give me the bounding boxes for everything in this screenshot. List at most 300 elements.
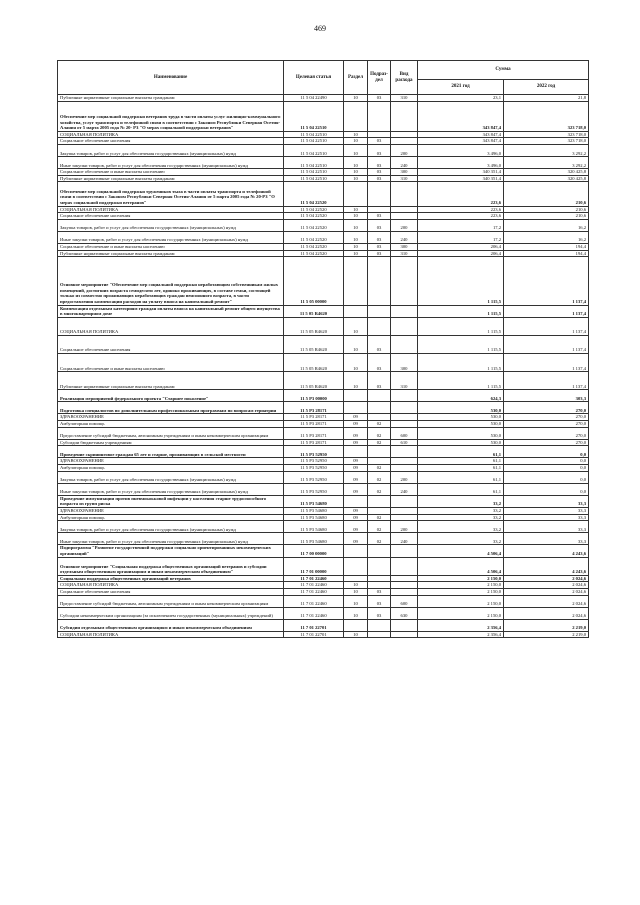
table-row xyxy=(58,631,589,638)
table-row xyxy=(58,145,589,157)
row-sum-2022: 2 219,0 xyxy=(504,619,589,631)
table-row xyxy=(58,483,589,495)
row-expense-type: 600 xyxy=(391,595,418,607)
row-expense-type xyxy=(391,465,418,472)
row-sum-2021: 2 150,0 xyxy=(418,575,504,582)
row-expense-type xyxy=(391,317,418,335)
page-number: 469 xyxy=(314,24,326,33)
row-name: Субсидии отдельным общественным организациям и иным некоммерческим объединениям xyxy=(58,619,284,631)
row-subsection xyxy=(368,131,391,138)
header-name: Наименование xyxy=(58,61,284,95)
row-section: 09 xyxy=(344,421,368,428)
row-sum-2021: 1 115,5 xyxy=(418,335,504,353)
row-sum-2021: 33,2 xyxy=(418,508,504,515)
row-sum-2022: 270,0 xyxy=(504,414,589,421)
row-target-article: 11 5 04 22520 xyxy=(284,182,344,206)
row-sum-2021: 33,2 xyxy=(418,514,504,521)
row-sum-2021: 343 847,4 xyxy=(418,131,504,138)
row-expense-type: 300 xyxy=(391,243,418,250)
row-name: Закупка товаров, работ и услуг для обеспечения государственных (муниципальных) нужд xyxy=(58,219,284,231)
row-name: Амбулаторная помощь xyxy=(58,465,284,472)
row-sum-2022: 3 292,2 xyxy=(504,157,589,169)
row-expense-type xyxy=(391,182,418,206)
row-subsection xyxy=(368,495,391,507)
table-row xyxy=(58,101,589,131)
row-sum-2022: 270,0 xyxy=(504,402,589,414)
table-row xyxy=(58,206,589,213)
row-subsection: 03 xyxy=(368,219,391,231)
row-sum-2022: 16,2 xyxy=(504,219,589,231)
row-sum-2021: 61,1 xyxy=(418,458,504,465)
row-expense-type xyxy=(391,495,418,507)
row-sum-2022: 33,3 xyxy=(504,514,589,521)
row-expense-type xyxy=(391,545,418,557)
table-row xyxy=(58,354,589,372)
row-expense-type xyxy=(391,588,418,595)
row-subsection: 02 xyxy=(368,471,391,483)
row-subsection xyxy=(368,305,391,317)
row-name: ЗДРАВООХРАНЕНИЕ xyxy=(58,414,284,421)
header-year-2021: 2021 год xyxy=(418,80,504,95)
row-subsection xyxy=(368,582,391,589)
row-sum-2022: 16,2 xyxy=(504,231,589,243)
row-expense-type xyxy=(391,138,418,145)
row-section: 09 xyxy=(344,508,368,515)
row-sum-2022: 1 137,4 xyxy=(504,305,589,317)
row-target-article: 11 7 01 22460 xyxy=(284,595,344,607)
row-expense-type xyxy=(391,575,418,582)
table-row xyxy=(58,182,589,206)
header-year-2022: 2022 год xyxy=(504,80,589,95)
row-expense-type xyxy=(391,508,418,515)
row-section: 10 xyxy=(344,582,368,589)
row-target-article: 11 5 05 R4620 xyxy=(284,317,344,335)
row-sum-2022: 323 718,0 xyxy=(504,101,589,131)
row-target-article: 11 7 00 00000 xyxy=(284,545,344,557)
row-expense-type xyxy=(391,458,418,465)
table-row xyxy=(58,335,589,353)
row-expense-type: 240 xyxy=(391,157,418,169)
table-row xyxy=(58,588,589,595)
row-section: 10 xyxy=(344,169,368,176)
row-section: 10 xyxy=(344,213,368,220)
row-sum-2022: 2 024,6 xyxy=(504,582,589,589)
row-expense-type xyxy=(391,619,418,631)
row-target-article: 11 5 04 22520 xyxy=(284,206,344,213)
row-sum-2022: 210,6 xyxy=(504,213,589,220)
row-target-article: 11 5 P3 54680 xyxy=(284,514,344,521)
row-section: 10 xyxy=(344,631,368,638)
row-name: Иные закупки товаров, работ и услуг для обеспечения государственных (муниципальных) нужд xyxy=(58,157,284,169)
row-subsection: 02 xyxy=(368,533,391,545)
table-row xyxy=(58,372,589,390)
row-section: 10 xyxy=(344,372,368,390)
row-section xyxy=(344,101,368,131)
row-section: 10 xyxy=(344,138,368,145)
table-row xyxy=(58,427,589,439)
table-row xyxy=(58,595,589,607)
row-section: 10 xyxy=(344,219,368,231)
row-target-article: 11 5 P3 54680 xyxy=(284,508,344,515)
row-sum-2021: 530,0 xyxy=(418,439,504,446)
row-sum-2021: 624,3 xyxy=(418,390,504,402)
row-sum-2021: 206,4 xyxy=(418,243,504,250)
row-expense-type: 610 xyxy=(391,439,418,446)
row-name: Субсидии бюджетным учреждениям xyxy=(58,439,284,446)
row-expense-type: 200 xyxy=(391,521,418,533)
table-row xyxy=(58,157,589,169)
row-name: Публичные нормативные социальные выплаты гражданам xyxy=(58,250,284,257)
row-expense-type: 200 xyxy=(391,219,418,231)
row-name: Основное мероприятие "Социальная поддержка общественных организаций ветеранов и субсидии отдельным общественным организациям и иным некоммерческим объединениям" xyxy=(58,557,284,575)
row-sum-2022: 3 292,2 xyxy=(504,145,589,157)
row-name: Амбулаторная помощь xyxy=(58,514,284,521)
row-sum-2021: 1 115,5 xyxy=(418,354,504,372)
row-sum-2021: 223,6 xyxy=(418,206,504,213)
row-target-article: 11 5 P3 28171 xyxy=(284,439,344,446)
row-subsection: 02 xyxy=(368,465,391,472)
row-section xyxy=(344,557,368,575)
row-section: 10 xyxy=(344,95,368,102)
row-name: Основное мероприятие "Обеспечение мер социальной поддержки неработающим собственникам жилых помещений, достигших возраста семидесяти лет, одиноко проживающих, в составе семьи, состоящей только из совместно проживающих неработающих граждан пенсионного возраста, в части предоставления компенсации расходов на уплату взноса на капитальный ремонт" xyxy=(58,257,284,305)
row-sum-2022: 21,8 xyxy=(504,95,589,102)
row-sum-2022: 0,0 xyxy=(504,446,589,458)
row-target-article: 11 5 P3 52950 xyxy=(284,483,344,495)
row-sum-2021: 2 150,0 xyxy=(418,582,504,589)
row-name: Закупка товаров, работ и услуг для обеспечения государственных (муниципальных) нужд xyxy=(58,521,284,533)
table-row xyxy=(58,317,589,335)
row-section xyxy=(344,402,368,414)
row-subsection: 03 xyxy=(368,169,391,176)
row-subsection xyxy=(368,206,391,213)
row-name: Иные закупки товаров, работ и услуг для обеспечения государственных (муниципальных) нужд xyxy=(58,231,284,243)
row-target-article: 11 5 05 R4620 xyxy=(284,372,344,390)
row-sum-2021: 2 150,0 xyxy=(418,607,504,619)
row-section: 10 xyxy=(344,607,368,619)
row-section xyxy=(344,257,368,305)
row-sum-2021: 1 115,5 xyxy=(418,372,504,390)
row-sum-2022: 0,0 xyxy=(504,483,589,495)
row-sum-2022: 1 137,4 xyxy=(504,257,589,305)
row-subsection xyxy=(368,101,391,131)
header-subsection: Подраз-дел xyxy=(368,61,391,95)
table-row xyxy=(58,402,589,414)
table-row xyxy=(58,607,589,619)
row-expense-type: 310 xyxy=(391,250,418,257)
row-target-article: 11 5 P3 54680 xyxy=(284,533,344,545)
row-expense-type xyxy=(391,101,418,131)
row-sum-2021: 1 115,5 xyxy=(418,257,504,305)
row-expense-type xyxy=(391,582,418,589)
row-sum-2022: 33,3 xyxy=(504,508,589,515)
row-name: Компенсация отдельным категориям граждан оплаты взноса на капитальный ремонт общего имущества в многоквартирном доме xyxy=(58,305,284,317)
row-section xyxy=(344,182,368,206)
row-subsection: 03 xyxy=(368,250,391,257)
row-target-article: 11 5 P3 28171 xyxy=(284,421,344,428)
row-target-article: 11 5 04 22510 xyxy=(284,169,344,176)
row-sum-2022: 1 137,4 xyxy=(504,354,589,372)
row-section: 10 xyxy=(344,243,368,250)
row-section: 10 xyxy=(344,206,368,213)
row-subsection: 02 xyxy=(368,483,391,495)
row-name: Социальное обеспечение и иные выплаты населению xyxy=(58,243,284,250)
row-name: Закупка товаров, работ и услуг для обеспечения государственных (муниципальных) нужд xyxy=(58,145,284,157)
row-section xyxy=(344,619,368,631)
row-expense-type: 300 xyxy=(391,354,418,372)
row-subsection xyxy=(368,575,391,582)
row-section xyxy=(344,446,368,458)
row-sum-2021: 3 496,0 xyxy=(418,145,504,157)
row-name: Субсидии некоммерческим организациям (за исключением государственных (муниципальных) учреждений) xyxy=(58,607,284,619)
table-row xyxy=(58,465,589,472)
table-row xyxy=(58,508,589,515)
row-target-article: 11 5 04 22520 xyxy=(284,231,344,243)
row-expense-type: 310 xyxy=(391,372,418,390)
row-sum-2022: 210,6 xyxy=(504,182,589,206)
row-expense-type xyxy=(391,421,418,428)
table-row xyxy=(58,414,589,421)
row-section: 10 xyxy=(344,131,368,138)
row-name: ЗДРАВООХРАНЕНИЕ xyxy=(58,508,284,515)
row-section xyxy=(344,390,368,402)
row-subsection: 03 xyxy=(368,95,391,102)
row-section: 10 xyxy=(344,335,368,353)
header-sums: Сумма xyxy=(418,61,589,80)
row-subsection xyxy=(368,458,391,465)
row-name: Проведение скрининговое граждан 65 лет и старше, проживающих в сельской местности xyxy=(58,446,284,458)
row-subsection: 03 xyxy=(368,372,391,390)
table-row xyxy=(58,169,589,176)
row-sum-2022: 0,0 xyxy=(504,465,589,472)
row-subsection: 03 xyxy=(368,175,391,182)
row-sum-2021: 2 356,4 xyxy=(418,631,504,638)
table-row xyxy=(58,305,589,317)
row-sum-2022: 2 024,6 xyxy=(504,607,589,619)
row-subsection: 03 xyxy=(368,145,391,157)
table-row xyxy=(58,495,589,507)
row-sum-2022: 4 243,6 xyxy=(504,545,589,557)
row-subsection xyxy=(368,446,391,458)
row-expense-type: 300 xyxy=(391,169,418,176)
row-expense-type xyxy=(391,631,418,638)
row-target-article: 11 5 04 22520 xyxy=(284,250,344,257)
table-row xyxy=(58,514,589,521)
row-expense-type xyxy=(391,414,418,421)
row-subsection xyxy=(368,317,391,335)
row-sum-2021: 61,1 xyxy=(418,446,504,458)
row-subsection: 03 xyxy=(368,335,391,353)
row-sum-2021: 61,1 xyxy=(418,471,504,483)
row-sum-2021: 17,2 xyxy=(418,231,504,243)
table-row xyxy=(58,175,589,182)
row-sum-2021: 1 115,5 xyxy=(418,305,504,317)
row-sum-2021: 2 150,0 xyxy=(418,595,504,607)
row-subsection: 03 xyxy=(368,213,391,220)
row-subsection: 03 xyxy=(368,243,391,250)
table-row xyxy=(58,582,589,589)
row-subsection: 02 xyxy=(368,439,391,446)
row-sum-2021: 23,1 xyxy=(418,95,504,102)
table-row xyxy=(58,619,589,631)
row-subsection xyxy=(368,557,391,575)
row-sum-2022: 2 024,6 xyxy=(504,595,589,607)
row-expense-type xyxy=(391,402,418,414)
row-sum-2022: 323 718,0 xyxy=(504,138,589,145)
row-sum-2022: 270,0 xyxy=(504,421,589,428)
row-name: Публичные нормативные социальные выплаты гражданам xyxy=(58,175,284,182)
row-section xyxy=(344,305,368,317)
row-target-article: 11 5 P3 54680 xyxy=(284,495,344,507)
row-target-article: 11 5 04 22490 xyxy=(284,95,344,102)
row-name: Подготовка специалистов по дополнительным профессиональным программам по вопросам гериатрии xyxy=(58,402,284,414)
row-sum-2022: 33,3 xyxy=(504,533,589,545)
row-expense-type: 200 xyxy=(391,471,418,483)
row-sum-2022: 2 024,6 xyxy=(504,575,589,582)
table-row xyxy=(58,250,589,257)
row-section: 09 xyxy=(344,471,368,483)
row-sum-2022: 194,4 xyxy=(504,243,589,250)
row-sum-2021: 61,1 xyxy=(418,483,504,495)
row-name: Публичные нормативные социальные выплаты гражданам xyxy=(58,95,284,102)
row-subsection xyxy=(368,257,391,305)
row-sum-2022: 270,0 xyxy=(504,427,589,439)
row-expense-type: 240 xyxy=(391,483,418,495)
row-target-article: 11 5 P3 28171 xyxy=(284,402,344,414)
row-name: Проведение иммунизации против пневмококковой инфекции у населения старше трудоспособного возраста из групп риска xyxy=(58,495,284,507)
table-row xyxy=(58,390,589,402)
row-section: 10 xyxy=(344,354,368,372)
row-section xyxy=(344,545,368,557)
row-target-article: 11 7 01 22701 xyxy=(284,619,344,631)
row-subsection xyxy=(368,390,391,402)
row-expense-type: 310 xyxy=(391,95,418,102)
row-subsection: 03 xyxy=(368,607,391,619)
table-row xyxy=(58,521,589,533)
row-name: Иные закупки товаров, работ и услуг для обеспечения государственных (муниципальных) нужд xyxy=(58,533,284,545)
row-sum-2022: 323 718,0 xyxy=(504,131,589,138)
row-name: Социальное обеспечение населения xyxy=(58,138,284,145)
row-expense-type xyxy=(391,446,418,458)
row-expense-type xyxy=(391,514,418,521)
row-subsection: 03 xyxy=(368,138,391,145)
row-expense-type xyxy=(391,390,418,402)
row-target-article: 11 5 05 R4620 xyxy=(284,354,344,372)
row-sum-2022: 320 425,8 xyxy=(504,175,589,182)
row-name: СОЦИАЛЬНАЯ ПОЛИТИКА xyxy=(58,317,284,335)
row-subsection: 03 xyxy=(368,231,391,243)
budget-table xyxy=(57,60,589,638)
row-name: Социальное обеспечение населения xyxy=(58,213,284,220)
row-target-article: 11 5 04 22520 xyxy=(284,219,344,231)
row-sum-2022: 33,3 xyxy=(504,495,589,507)
table-row xyxy=(58,243,589,250)
row-name: СОЦИАЛЬНАЯ ПОЛИТИКА xyxy=(58,582,284,589)
row-sum-2021: 33,2 xyxy=(418,495,504,507)
row-sum-2021: 2 150,0 xyxy=(418,588,504,595)
row-sum-2021: 530,0 xyxy=(418,402,504,414)
row-section: 09 xyxy=(344,427,368,439)
row-sum-2022: 0,0 xyxy=(504,458,589,465)
row-target-article: 11 5 P3 52950 xyxy=(284,465,344,472)
row-expense-type xyxy=(391,257,418,305)
table-row xyxy=(58,131,589,138)
row-target-article: 11 5 04 22510 xyxy=(284,138,344,145)
table-row xyxy=(58,439,589,446)
row-sum-2021: 1 115,5 xyxy=(418,317,504,335)
row-target-article: 11 5 P3 52950 xyxy=(284,458,344,465)
row-sum-2022: 194,4 xyxy=(504,250,589,257)
row-expense-type xyxy=(391,335,418,353)
table-body xyxy=(58,95,589,638)
table-row xyxy=(58,138,589,145)
row-subsection: 02 xyxy=(368,521,391,533)
row-sum-2021: 2 356,4 xyxy=(418,619,504,631)
row-target-article: 11 5 04 22510 xyxy=(284,101,344,131)
row-sum-2022: 210,6 xyxy=(504,206,589,213)
row-expense-type: 600 xyxy=(391,427,418,439)
row-name: Предоставление субсидий бюджетным, автономным учреждениям и иным некоммерческим организациям xyxy=(58,595,284,607)
row-name: Обеспечение мер социальной поддержки тружеников тыла в части оплаты транспорта и телефонной связи в соответствии с Законом Республики Северная Осетия-Алания от 5 марта 2005 года № 20-РЗ "О мерах социальной поддержки ветеранов" xyxy=(58,182,284,206)
row-name: ЗДРАВООХРАНЕНИЕ xyxy=(58,458,284,465)
row-target-article: 11 5 P3 52950 xyxy=(284,471,344,483)
table-row xyxy=(58,95,589,102)
table-row xyxy=(58,575,589,582)
row-section: 09 xyxy=(344,521,368,533)
row-target-article: 11 5 04 22520 xyxy=(284,243,344,250)
row-name: Социальное обеспечение населения xyxy=(58,335,284,353)
row-section: 10 xyxy=(344,250,368,257)
row-sum-2021: 340 351,4 xyxy=(418,169,504,176)
row-target-article: 11 5 P3 52950 xyxy=(284,446,344,458)
row-name: Обеспечение мер социальной поддержки ветеранов труда в части оплаты услуг жилищно-коммунального хозяйства, услуг транспорта и телефонной связи в соответствии с Законом Республики Северная Осетия-Алания от 5 марта 2005 года № 20- РЗ "О мерах социальной поддержки ветеранов" xyxy=(58,101,284,131)
row-target-article: 11 5 05 R4620 xyxy=(284,305,344,317)
row-section: 09 xyxy=(344,533,368,545)
row-section: 09 xyxy=(344,514,368,521)
row-section: 09 xyxy=(344,414,368,421)
row-subsection xyxy=(368,619,391,631)
row-section xyxy=(344,575,368,582)
header-target-article: Целевая статья xyxy=(284,61,344,95)
row-expense-type: 630 xyxy=(391,607,418,619)
row-target-article: 11 5 05 R4620 xyxy=(284,335,344,353)
row-sum-2021: 223,6 xyxy=(418,182,504,206)
table-row xyxy=(58,458,589,465)
row-subsection: 02 xyxy=(368,421,391,428)
row-sum-2022: 2 024,6 xyxy=(504,588,589,595)
row-section: 10 xyxy=(344,588,368,595)
row-name: Публичные нормативные социальные выплаты гражданам xyxy=(58,372,284,390)
table-row xyxy=(58,219,589,231)
row-sum-2021: 530,0 xyxy=(418,427,504,439)
row-target-article: 11 7 01 22460 xyxy=(284,582,344,589)
row-sum-2021: 17,2 xyxy=(418,219,504,231)
row-name: Социальная поддержка общественных организаций ветеранов xyxy=(58,575,284,582)
row-target-article: 11 5 P3 28171 xyxy=(284,414,344,421)
row-sum-2022: 2 219,0 xyxy=(504,631,589,638)
row-target-article: 11 7 01 22460 xyxy=(284,588,344,595)
row-name: Амбулаторная помощь xyxy=(58,421,284,428)
row-sum-2021: 3 496,0 xyxy=(418,157,504,169)
row-subsection xyxy=(368,182,391,206)
row-sum-2022: 1 137,4 xyxy=(504,372,589,390)
row-target-article: 11 5 P3 54680 xyxy=(284,521,344,533)
row-sum-2022: 303,3 xyxy=(504,390,589,402)
row-section: 09 xyxy=(344,458,368,465)
row-sum-2022: 1 137,4 xyxy=(504,335,589,353)
table-row xyxy=(58,545,589,557)
table-row xyxy=(58,257,589,305)
row-expense-type xyxy=(391,557,418,575)
